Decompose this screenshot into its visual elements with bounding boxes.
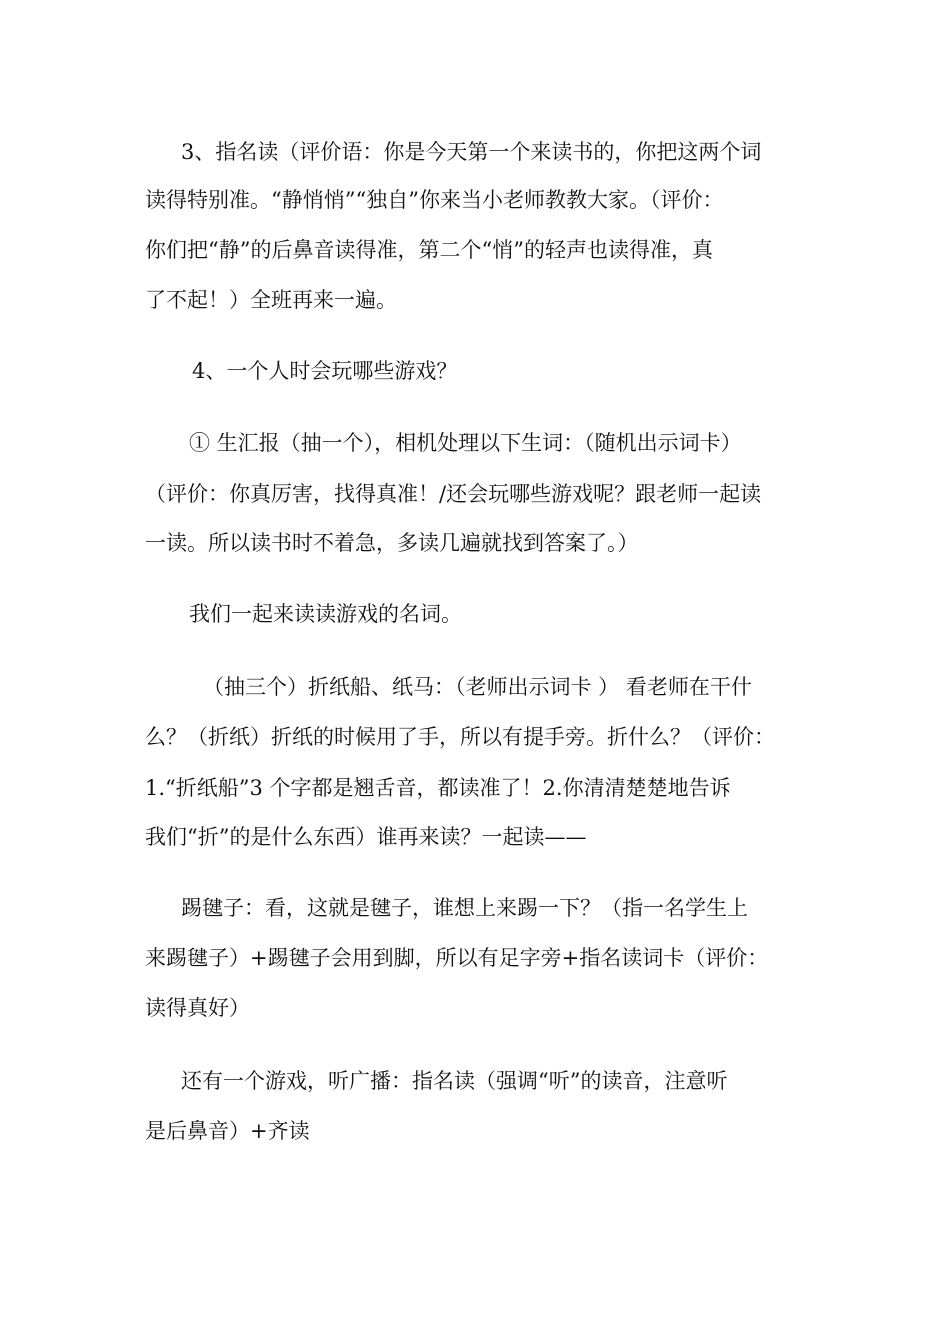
text-line: 么？（折纸）折纸的时候用了手，所以有提手旁。折什么？（评价： xyxy=(145,725,775,749)
text-line: ① 生汇报（抽一个），相机处理以下生词：（随机出示词卡） xyxy=(189,431,742,455)
text-line: 1.“折纸船”3 个字都是翘舌音，都读准了！2.你清清楚楚地告诉 xyxy=(145,776,731,800)
text-line: 我们一起来读读游戏的名词。 xyxy=(189,602,462,626)
text-line: 3、指名读（评价语：你是今天第一个来读书的，你把这两个词 xyxy=(181,140,762,164)
text-line: 我们“折”的是什么东西）谁再来读？一起读—— xyxy=(145,825,587,849)
text-line: 还有一个游戏，听广播：指名读（强调“听”的读音，注意听 xyxy=(181,1069,728,1093)
text-line: 是后鼻音）+齐读 xyxy=(145,1119,310,1143)
text-line: （评价：你真厉害，找得真准！/还会玩哪些游戏呢？跟老师一起读 xyxy=(145,482,762,506)
text-line: 一读。所以读书时不着急，多读几遍就找到答案了。） xyxy=(145,531,639,555)
text-line: （抽三个）折纸船、纸马：（老师出示词卡 ） 看老师在干什 xyxy=(203,675,752,699)
text-line: 你们把“静”的后鼻音读得准，第二个“悄”的轻声也读得准，真 xyxy=(145,238,713,262)
text-line: 4、一个人时会玩哪些游戏？ xyxy=(192,359,458,383)
text-line: 读得真好） xyxy=(145,996,250,1020)
text-line: 读得特别准。“静悄悄”“独自”你来当小老师教教大家。（评价： xyxy=(145,188,724,212)
text-line: 了不起！）全班再来一遍。 xyxy=(145,288,397,312)
text-line: 来踢毽子）+踢毽子会用到脚，所以有足字旁+指名读词卡（评价： xyxy=(145,946,769,970)
text-line: 踢毽子：看，这就是毽子，谁想上来踢一下？（指一名学生上 xyxy=(181,896,748,920)
